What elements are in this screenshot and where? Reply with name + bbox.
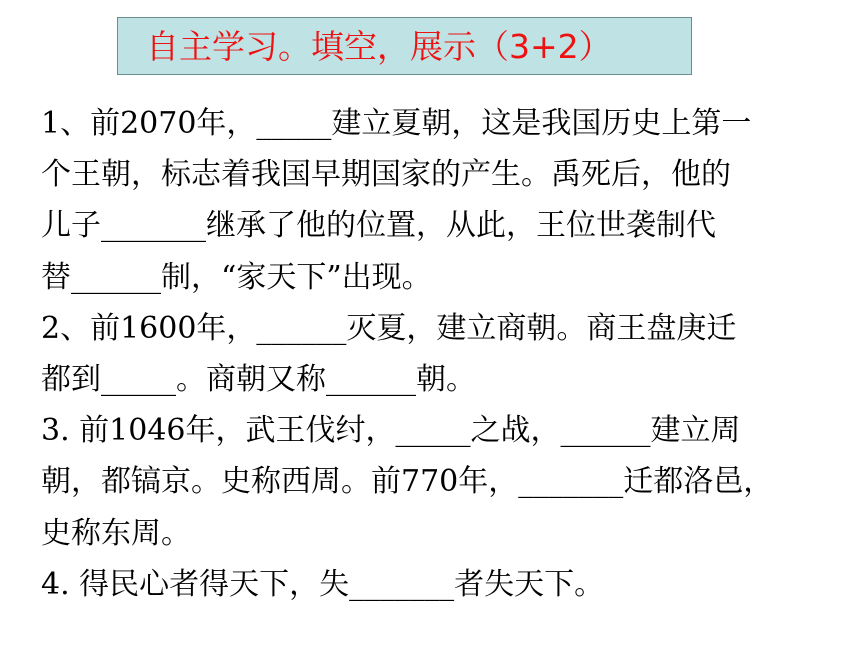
text-line: 4. 得民心者得天下，失_______者失天下。: [41, 566, 605, 602]
text-line: 替______制，“家天下”出现。: [41, 259, 432, 295]
title-box: [117, 17, 692, 75]
text-line: 朝，都镐京。史称西周。前770年，_______迁都洛邑，: [41, 464, 774, 500]
text-line: 个王朝，标志着我国早期国家的产生。禹死后，他的: [41, 157, 731, 193]
text-line: 2、前1600年，______灭夏，建立商朝。商王盘庚迁: [41, 310, 737, 346]
text-line: 3. 前1046年，武王伐纣，_____之战，______建立周: [41, 413, 741, 449]
slide-title: 自主学习。填空，展示（3+2）: [146, 27, 612, 66]
text-line: 都到_____。商朝又称______朝。: [41, 361, 476, 397]
question-text: [41, 98, 841, 610]
text-line: 儿子_______继承了他的位置，从此，王位世袭制代: [41, 208, 716, 244]
text-line: 史称东周。: [41, 515, 191, 551]
text-line: 1、前2070年，_____建立夏朝，这是我国历史上第一: [41, 106, 752, 141]
